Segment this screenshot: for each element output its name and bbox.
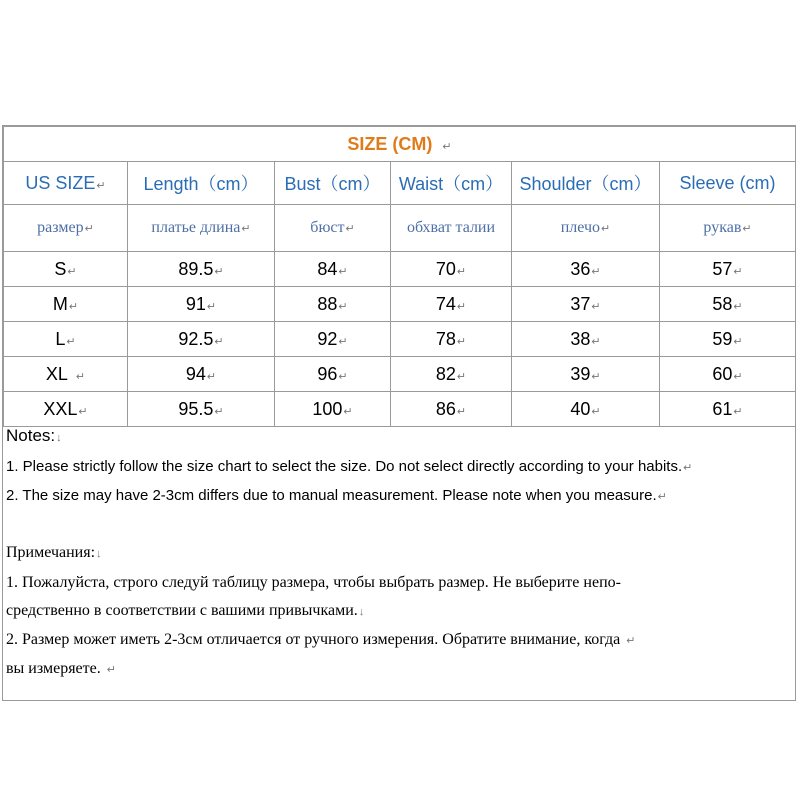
size-table bbox=[3, 126, 796, 427]
cell-length: 92.5 bbox=[178, 328, 214, 349]
header-ru-sleeve: рукав bbox=[703, 219, 742, 236]
table-title: SIZE (CM) bbox=[347, 133, 433, 154]
table-cell: 36↵ bbox=[512, 252, 660, 287]
header-cell-ru: бюст↵ bbox=[275, 205, 391, 252]
table-cell: 58↵ bbox=[660, 287, 796, 322]
table-cell: 38↵ bbox=[512, 322, 660, 357]
cell-shoulder: 39 bbox=[570, 363, 591, 384]
cell-length: 95.5 bbox=[178, 398, 214, 419]
cell-shoulder: 37 bbox=[570, 293, 591, 314]
header-row-ru bbox=[4, 205, 796, 252]
header-cell-ru: рукав↵ bbox=[660, 205, 796, 252]
cell-length: 94 bbox=[185, 363, 206, 384]
title-row bbox=[4, 127, 796, 162]
cell-bust: 92 bbox=[317, 328, 338, 349]
header-ru-size: размер bbox=[37, 219, 84, 236]
header-row-en bbox=[4, 162, 796, 205]
table-cell: 84↵ bbox=[275, 252, 391, 287]
table-cell: 89.5↵ bbox=[128, 252, 275, 287]
cell-sleeve: 61 bbox=[712, 398, 733, 419]
table-cell: XXL↵ bbox=[4, 392, 128, 427]
cell-shoulder: 36 bbox=[570, 258, 591, 279]
cell-bust: 96 bbox=[317, 363, 338, 384]
cell-bust: 100 bbox=[312, 398, 343, 419]
title-cell: SIZE (CM) ↵ bbox=[4, 127, 796, 162]
table-cell: 88↵ bbox=[275, 287, 391, 322]
table-cell: 95.5↵ bbox=[128, 392, 275, 427]
cell-sleeve: 59 bbox=[712, 328, 733, 349]
cell-size: XXL bbox=[43, 398, 78, 419]
header-cell bbox=[128, 162, 275, 205]
table-cell: 96↵ bbox=[275, 357, 391, 392]
cell-waist: 86 bbox=[435, 398, 456, 419]
table-cell: M↵ bbox=[4, 287, 128, 322]
table-cell: L↵ bbox=[4, 322, 128, 357]
table-cell: 59↵ bbox=[660, 322, 796, 357]
header-ru-length: платье длина bbox=[151, 219, 241, 236]
notes-ru-line-1a: 1. Пожалуйста, строго следуй таблицу размера, чтобы выбрать размер. Не выберите непо- bbox=[6, 574, 621, 591]
cell-sleeve: 58 bbox=[712, 293, 733, 314]
cell-shoulder: 40 bbox=[570, 398, 591, 419]
cell-length: 89.5 bbox=[178, 258, 214, 279]
cell-size: M bbox=[52, 293, 68, 314]
cell-size: S bbox=[54, 258, 67, 279]
cell-sleeve: 57 bbox=[712, 258, 733, 279]
table-cell: 82↵ bbox=[391, 357, 512, 392]
header-ru-waist: обхват талии bbox=[406, 219, 496, 236]
header-ru-shoulder: плечо bbox=[560, 219, 601, 236]
header-cell bbox=[275, 162, 391, 205]
header-waist: Waist（cm） bbox=[398, 174, 504, 194]
cell-sleeve: 60 bbox=[712, 363, 733, 384]
header-cell-ru: плечо↵ bbox=[512, 205, 660, 252]
table-cell: 57↵ bbox=[660, 252, 796, 287]
notes-title-en: Notes:↓ bbox=[6, 426, 62, 445]
cell-length: 91 bbox=[185, 293, 206, 314]
header-cell: US SIZE↵ bbox=[4, 162, 128, 205]
size-chart-sheet bbox=[2, 125, 796, 701]
table-cell: 74↵ bbox=[391, 287, 512, 322]
cell-size: XL bbox=[45, 363, 68, 384]
table-cell: 78↵ bbox=[391, 322, 512, 357]
table-cell: 94↵ bbox=[128, 357, 275, 392]
table-cell: 39↵ bbox=[512, 357, 660, 392]
header-shoulder: Shoulder（cm） bbox=[519, 174, 652, 194]
table-cell: 91↵ bbox=[128, 287, 275, 322]
cell-shoulder: 38 bbox=[570, 328, 591, 349]
header-cell bbox=[391, 162, 512, 205]
cell-waist: 70 bbox=[435, 258, 456, 279]
table-cell: 86↵ bbox=[391, 392, 512, 427]
notes-en-line-1: 1. Please strictly follow the size chart to select the size. Do not select directly according to your habits.↵ bbox=[6, 458, 693, 475]
table-row bbox=[4, 357, 796, 392]
cell-waist: 82 bbox=[435, 363, 456, 384]
notes-ru-line-1b: средственно в соответствии с вашими привычками.↓ bbox=[6, 602, 365, 619]
notes-ru-line-2a: 2. Размер может иметь 2-3см отличается от ручного измерения. Обратите внимание, когда ↵ bbox=[6, 631, 636, 648]
table-cell: 60↵ bbox=[660, 357, 796, 392]
table-cell: 92↵ bbox=[275, 322, 391, 357]
cell-waist: 74 bbox=[435, 293, 456, 314]
header-cell bbox=[660, 162, 796, 205]
table-row bbox=[4, 322, 796, 357]
header-bust: Bust（cm） bbox=[284, 174, 381, 194]
table-cell: S↵ bbox=[4, 252, 128, 287]
table-row bbox=[4, 252, 796, 287]
table-cell: 40↵ bbox=[512, 392, 660, 427]
table-row bbox=[4, 287, 796, 322]
table-cell: 100↵ bbox=[275, 392, 391, 427]
cell-size: L bbox=[55, 328, 66, 349]
header-cell-ru bbox=[391, 205, 512, 252]
notes-title-ru: Примечания:↓ bbox=[6, 544, 102, 561]
table-cell: 70↵ bbox=[391, 252, 512, 287]
header-cell-ru: платье длина↵ bbox=[128, 205, 275, 252]
header-us-size: US SIZE bbox=[25, 172, 96, 193]
header-sleeve: Sleeve (cm) bbox=[679, 172, 776, 193]
table-cell: 37↵ bbox=[512, 287, 660, 322]
notes-ru-line-2b: вы измеряете. ↵ bbox=[6, 660, 116, 677]
header-cell-ru: размер↵ bbox=[4, 205, 128, 252]
notes-en-line-2: 2. The size may have 2-3cm differs due to manual measurement. Please note when you measure.↵ bbox=[6, 487, 667, 504]
table-cell: 61↵ bbox=[660, 392, 796, 427]
header-ru-bust: бюст bbox=[310, 219, 345, 236]
cell-bust: 84 bbox=[317, 258, 338, 279]
cell-waist: 78 bbox=[435, 328, 456, 349]
table-row bbox=[4, 392, 796, 427]
table-cell: 92.5↵ bbox=[128, 322, 275, 357]
header-length: Length（cm） bbox=[143, 174, 259, 194]
header-cell bbox=[512, 162, 660, 205]
cell-bust: 88 bbox=[317, 293, 338, 314]
table-cell: XL ↵ bbox=[4, 357, 128, 392]
